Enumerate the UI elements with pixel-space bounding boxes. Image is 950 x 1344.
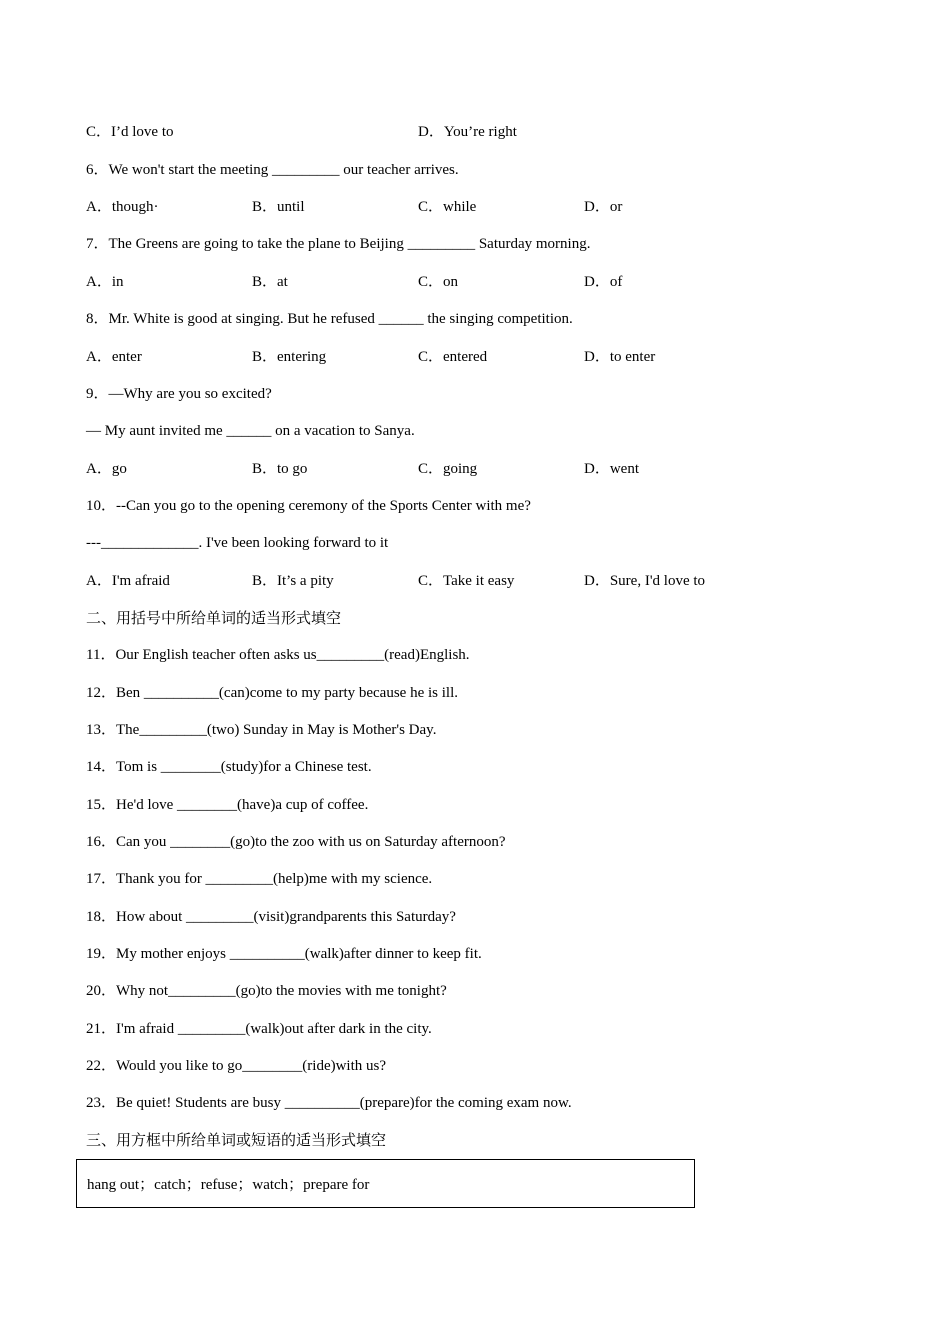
q7-option-c: C．on [418, 274, 459, 290]
question-23: 23．Be quiet! Students are busy __________(prepare)for the coming exam now. [86, 1095, 572, 1111]
q8-option-a: A．enter [86, 349, 142, 365]
question-12: 12．Ben __________(can)come to my party because he is ill. [86, 685, 458, 701]
q5-option-c: C．I’d love to [86, 124, 174, 140]
q6-option-c: C．while [418, 199, 477, 215]
q10-option-d: D．Sure, I'd love to [584, 573, 706, 589]
q10-option-a: A．I'm afraid [86, 573, 170, 589]
q9-option-c: C．going [418, 461, 478, 477]
q7-option-d: D．of [584, 274, 623, 290]
question-9-reply: — My aunt invited me ______ on a vacation to Sanya. [86, 423, 415, 439]
question-7-text: 7．The Greens are going to take the plane to Beijing _________ Saturday morning. [86, 236, 591, 252]
q6-option-b: B．until [252, 199, 305, 215]
question-17: 17．Thank you for _________(help)me with my science. [86, 871, 433, 887]
question-10-reply: ---_____________. I've been looking forward to it [86, 535, 389, 551]
q9-option-d: D．went [584, 461, 639, 477]
question-13: 13．The_________(two) Sunday in May is Mother's Day. [86, 722, 437, 738]
question-6-text: 6．We won't start the meeting _________ our teacher arrives. [86, 162, 459, 178]
question-15: 15．He'd love ________(have)a cup of coffee. [86, 797, 369, 813]
question-21: 21．I'm afraid _________(walk)out after dark in the city. [86, 1021, 432, 1037]
q7-option-b: B．at [252, 274, 288, 290]
q10-option-b: B．It’s a pity [252, 573, 334, 589]
q10-option-c: C．Take it easy [418, 573, 515, 589]
q8-option-b: B．entering [252, 349, 327, 365]
question-22: 22．Would you like to go________(ride)with us? [86, 1058, 387, 1074]
question-20: 20．Why not_________(go)to the movies with me tonight? [86, 983, 447, 999]
question-14: 14．Tom is ________(study)for a Chinese test. [86, 759, 372, 775]
q9-option-b: B．to go [252, 461, 308, 477]
question-19: 19．My mother enjoys __________(walk)after dinner to keep fit. [86, 946, 482, 962]
question-8-text: 8．Mr. White is good at singing. But he refused ______ the singing competition. [86, 311, 573, 327]
question-18: 18．How about _________(visit)grandparents this Saturday? [86, 909, 456, 925]
question-16: 16．Can you ________(go)to the zoo with us on Saturday afternoon? [86, 834, 506, 850]
q7-option-a: A．in [86, 274, 124, 290]
q8-option-d: D．to enter [584, 349, 656, 365]
section-3-heading: 三、用方框中所给单词或短语的适当形式填空 [86, 1131, 387, 1149]
question-10-text: 10．--Can you go to the opening ceremony of the Sports Center with me? [86, 498, 531, 514]
section-2-heading: 二、用括号中所给单词的适当形式填空 [86, 609, 342, 627]
question-9-text: 9．—Why are you so excited? [86, 386, 272, 402]
word-box-text: hang out；catch；refuse；watch；prepare for [87, 1177, 370, 1193]
q6-option-d: D．or [584, 199, 623, 215]
q5-option-d: D．You’re right [418, 124, 517, 140]
q9-option-a: A．go [86, 461, 127, 477]
q6-option-a: A．though· [86, 199, 159, 215]
question-11: 11．Our English teacher often asks us_________(read)English. [86, 647, 470, 663]
word-box [76, 1159, 695, 1208]
q8-option-c: C．entered [418, 349, 488, 365]
